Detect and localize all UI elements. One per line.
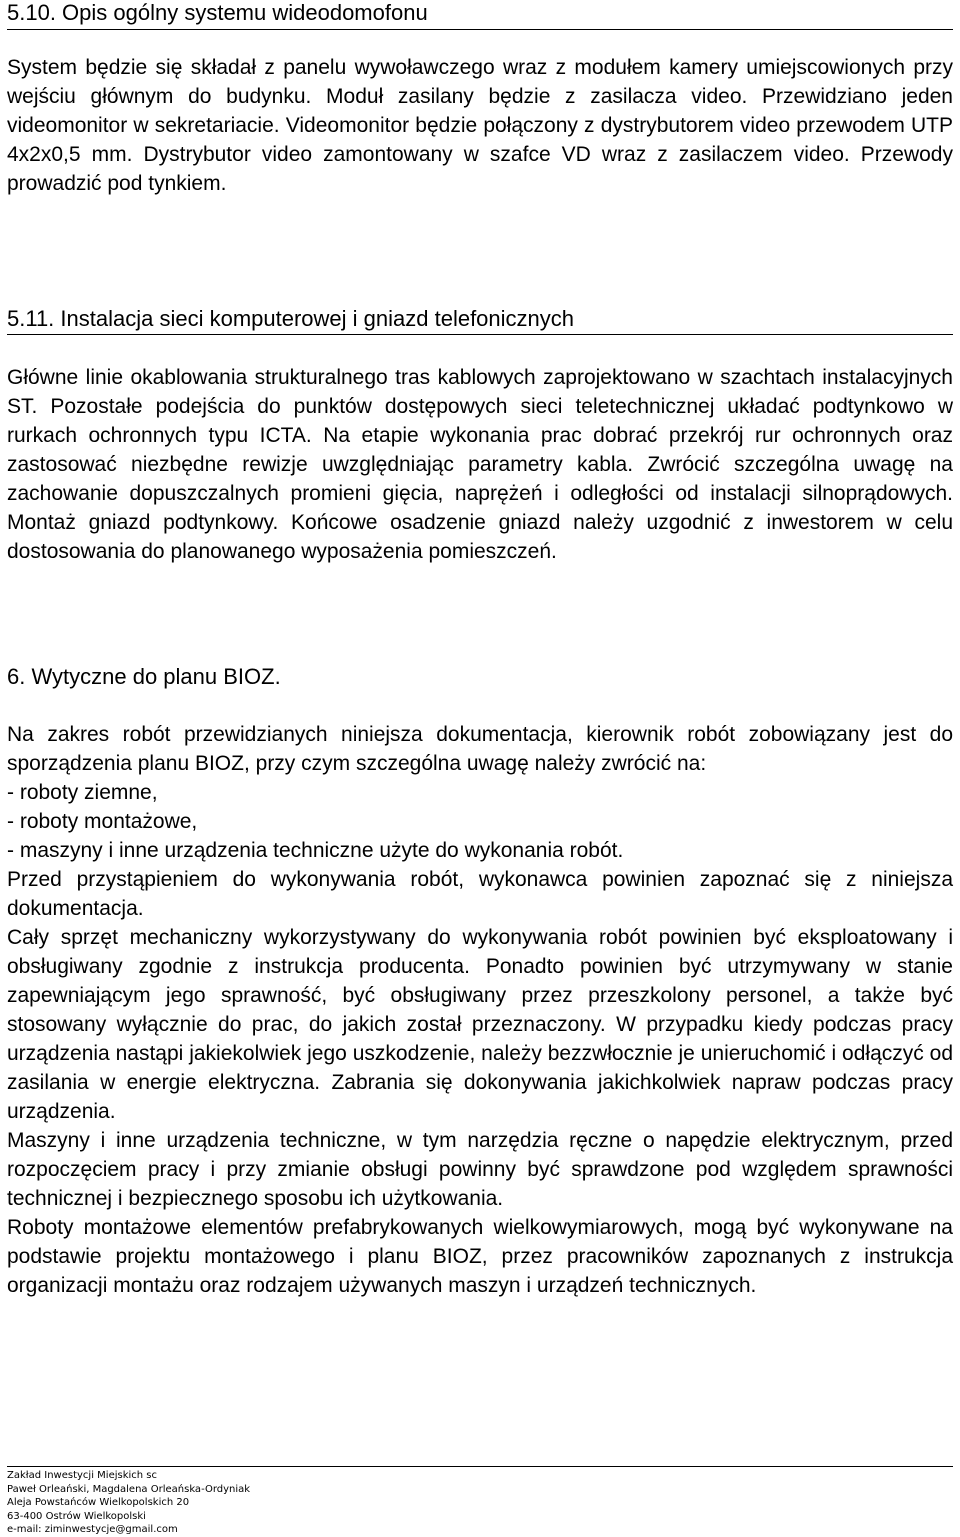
section-paragraph: System będzie się składał z panelu wywoławczego wraz z modułem kamery umiejscowionych przy wejściu głównym do budynku. Moduł zasilany będzie z zasilacza video. Przewidziano jeden videomonitor w sekretariacie. Videomonitor będzie połączony z dystrybutorem video przewodem UTP 4x2x0,5 mm. Dystrybutor video zamontowany w szafce VD wraz z zasilaczem video. Przewody prowadzić pod tynkiem.	[7, 56, 953, 195]
paragraph: Cały sprzęt mechaniczny wykorzystywany do wykonywania robót powinien być eksploatowany i obsługiwany zgodnie z instrukcja producenta. Ponadto powinien być utrzymywany w stanie zapewniającym jego sprawność, być obsługiwany przez przeszkolony personel, a także być stosowany wyłącznie do prac, do jakich został przeznaczony. W przypadku kiedy podczas pracy urządzenia nastąpi jakiekolwiek jego uszkodzenie, należy bezzwłocznie je unieruchomić i odłączyć od zasilania w energie elektryczna. Zabrania się dokonywania jakichkolwiek napraw podczas pracy urządzenia.	[7, 926, 953, 1123]
section-5-10	[7, 0, 953, 195]
footer-email: e-mail: ziminwestycje@gmail.com	[7, 1524, 178, 1535]
hazard-list	[7, 778, 953, 865]
heading-rule	[7, 29, 953, 30]
footer-city: 63-400 Ostrów Wielkopolski	[7, 1510, 146, 1522]
section-6	[7, 664, 953, 1300]
section-5-11	[7, 306, 953, 566]
footer-street: Aleja Powstańców Wielkopolskich 20	[7, 1497, 190, 1508]
section-heading: 5.11. Instalacja sieci komputerowej i gniazd telefonicznych	[7, 306, 953, 335]
page-footer	[7, 1466, 953, 1537]
list-item: - roboty montażowe,	[7, 810, 198, 833]
section-heading: 6. Wytyczne do planu BIOZ.	[7, 664, 281, 689]
paragraph: Przed przystąpieniem do wykonywania robót, wykonawca powinien zapoznać się z niniejsza dokumentacja.	[7, 868, 953, 920]
section-paragraph: Główne linie okablowania strukturalnego tras kablowych zaprojektowano w szachtach instalacyjnych ST. Pozostałe podejścia do punktów dostępowych sieci teletechnicznej układać podtynkowo w rurkach ochronnych typu ICTA. Na etapie wykonania prac dobrać przekrój rur ochronnych oraz zastosować niezbędne rewizje uwzględniając parametry kabla. Zwrócić szczególna uwagę na zachowanie dopuszczalnych promieni gięcia, naprężeń i odległości od instalacji silnoprądowych. Montaż gniazd podtynkowy. Końcowe osadzenie gniazd należy uzgodnić z inwestorem w celu dostosowania do planowanego wyposażenia pomieszczeń.	[7, 366, 953, 563]
list-item: - roboty ziemne,	[7, 781, 158, 804]
paragraph: Maszyny i inne urządzenia techniczne, w tym narzędzia ręczne o napędzie elektrycznym, przed rozpoczęciem pracy i przy zmianie obsługi powinny być sprawdzone pod względem sprawności technicznej i bezpiecznego sposobu ich użytkowania.	[7, 1129, 953, 1210]
section-heading: 5.10. Opis ogólny systemu wideodomofonu	[7, 0, 428, 25]
footer-company: Zakład Inwestycji Miejskich sc	[7, 1470, 158, 1481]
list-item: - maszyny i inne urządzenia techniczne użyte do wykonania robót.	[7, 839, 624, 862]
footer-owners: Paweł Orleański, Magdalena Orleańska-Ordyniak	[7, 1483, 251, 1495]
intro-paragraph: Na zakres robót przewidzianych niniejsza dokumentacja, kierownik robót zobowiązany jest do sporządzenia planu BIOZ, przy czym szczególna uwagę należy zwrócić na:	[7, 723, 953, 775]
paragraph: Roboty montażowe elementów prefabrykowanych wielkowymiarowych, mogą być wykonywane na podstawie projektu montażowego i planu BIOZ, przez pracowników zapoznanych z instrukcja organizacji montażu oraz rodzajem używanych maszyn i urządzeń technicznych.	[7, 1216, 953, 1297]
